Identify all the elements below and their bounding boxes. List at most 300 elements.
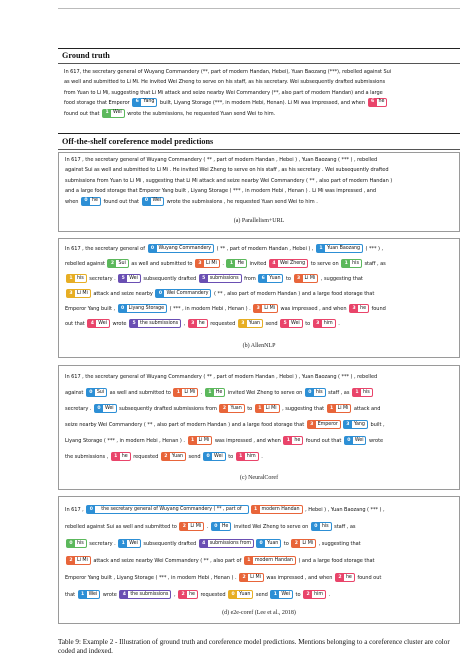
text-run: built ,	[368, 422, 385, 428]
cluster-index: 0	[306, 389, 314, 396]
mention-text: Yuan Baozang	[326, 246, 360, 251]
panel-text	[64, 67, 454, 119]
text-run: In 617 , the secretary general of	[65, 246, 147, 252]
mention-text: he	[345, 575, 352, 580]
mention-tag	[81, 197, 101, 206]
mention-tag	[255, 404, 280, 413]
mention-text: Li Mi	[304, 276, 316, 281]
text-line	[65, 287, 453, 302]
cluster-index: 0	[345, 437, 353, 444]
mention-tag	[256, 539, 281, 548]
mention-text: his	[77, 276, 84, 281]
mention-tag	[270, 590, 293, 599]
text-run: and a large food storage that Emperor Yang built , Liyang Storage ( *** , in modern Hebi , Henan ) . Li Mi was impressed , and	[65, 188, 377, 195]
cluster-index: 0	[204, 453, 212, 460]
mention-tag	[102, 109, 125, 118]
mention-text: he	[121, 453, 128, 459]
mention-tag	[188, 436, 213, 445]
mention-tag	[341, 259, 362, 268]
mention-tag	[219, 404, 244, 413]
mention-tag	[203, 452, 226, 461]
mention-text: modern Handan	[254, 558, 293, 563]
text-line	[65, 272, 453, 287]
mention-text: him	[314, 592, 323, 597]
text-run: food storage that Emperor	[64, 100, 132, 107]
text-run: subsequently drafted submissions from	[117, 406, 219, 412]
mention-tag	[335, 573, 355, 582]
mention-text: He	[215, 389, 223, 395]
cluster-index: 1	[174, 389, 182, 396]
mention-tag	[178, 590, 198, 599]
cluster-index: 1	[227, 260, 235, 267]
mention-text: Li Mi	[337, 405, 349, 411]
text-run: staff , as	[326, 390, 351, 396]
mention-text: Li Mi	[206, 261, 217, 266]
mention-text: Li Mi	[77, 558, 88, 563]
text-line	[65, 570, 453, 587]
text-line	[64, 88, 454, 98]
cluster-index: 0	[67, 540, 75, 547]
mention-text: him	[323, 321, 333, 326]
cluster-index: 4	[120, 591, 128, 598]
text-run: to	[293, 592, 303, 598]
cluster-index: 0	[312, 523, 320, 530]
cluster-index: 2	[162, 453, 170, 460]
mention-text: Wei	[152, 197, 162, 203]
cluster-index: 0	[149, 245, 157, 252]
text-line	[65, 155, 453, 165]
cluster-index: 0	[229, 591, 237, 598]
mention-tag	[86, 505, 248, 514]
mention-text: Wei	[113, 109, 122, 115]
text-line	[65, 165, 453, 175]
predictions-heading: Off-the-shelf coreference model predictions	[62, 137, 214, 146]
text-run: attack and seize nearby	[91, 291, 155, 297]
mention-tag	[280, 319, 303, 328]
cluster-index: 6	[369, 99, 377, 106]
mention-text: he	[294, 437, 301, 443]
mention-tag	[118, 539, 141, 548]
text-run: ( *** , in modern Hebi , Henan ) .	[168, 306, 253, 312]
mention-tag	[119, 590, 171, 599]
mention-tag	[251, 505, 303, 514]
text-run: , Hebei ) , Yuan Baozang ( *** ) ,	[303, 507, 385, 513]
cluster-index: 0	[87, 506, 95, 513]
mention-text: submissions	[209, 276, 239, 281]
text-run: subsequently drafted	[141, 541, 198, 547]
mention-text: Wei	[214, 453, 223, 459]
cluster-index: 6	[259, 275, 267, 282]
cluster-index: 2	[67, 557, 75, 564]
cluster-index: 1	[271, 591, 279, 598]
predictions-top-rule	[58, 133, 460, 134]
cluster-index: 1	[342, 260, 350, 267]
text-run: to	[282, 541, 291, 547]
cluster-index: 5	[119, 275, 127, 282]
text-run: .	[326, 592, 331, 598]
text-run: ) and a large food storage that	[296, 558, 375, 564]
text-run: against Sui as well and submitted to Li Mi . He invited Wei Zheng to serve on his staff , as his secretary . Wei subsequently drafted	[65, 167, 389, 174]
mention-tag	[258, 274, 283, 283]
text-run: was impressed , and when	[264, 575, 334, 581]
text-run: send	[254, 592, 270, 598]
ground-truth-top-rule	[58, 48, 460, 49]
cluster-index: 4	[200, 540, 208, 547]
cluster-index: 3	[67, 290, 75, 297]
text-run: wrote	[367, 438, 384, 444]
cluster-index: 1	[284, 437, 292, 444]
text-run: staff , as	[362, 261, 386, 267]
text-run: ( ** , part of modern Handan , Hebei ) ,	[215, 246, 315, 252]
cluster-index: 6	[133, 99, 141, 106]
mention-text: Sui	[118, 261, 126, 266]
mention-tag	[87, 319, 110, 328]
mention-tag	[195, 259, 220, 268]
mention-tag	[155, 289, 211, 298]
cluster-index: 2	[304, 591, 312, 598]
text-run: requested	[198, 592, 228, 598]
mention-tag	[352, 388, 373, 397]
mention-tag	[66, 539, 87, 548]
mention-tag	[179, 522, 204, 531]
text-run: to	[245, 406, 254, 412]
mention-text: submissions from	[209, 541, 252, 546]
cluster-index: 1	[256, 405, 264, 412]
mention-tag	[305, 388, 326, 397]
mention-text: Liyang Storage	[128, 306, 165, 311]
panel-text	[65, 369, 453, 465]
text-line	[65, 257, 453, 272]
mention-text: Wei	[98, 321, 107, 326]
cluster-index: 3	[295, 275, 303, 282]
cluster-index: 2	[220, 405, 228, 412]
text-line	[65, 553, 453, 570]
mention-text: Yuan	[267, 541, 279, 546]
cluster-index: 5	[200, 275, 208, 282]
cluster-index: 1	[67, 275, 75, 282]
mention-text: modern Handan	[261, 507, 300, 512]
mention-tag	[188, 319, 208, 328]
cluster-index: 3	[254, 305, 262, 312]
cluster-index: 1	[245, 557, 253, 564]
cluster-index: 5	[130, 320, 138, 327]
mention-text: the submissions	[140, 321, 179, 326]
text-run: In 617 , the secretary general of Wuyang Commandery ( ** , part of modern Handan , Hebei ) , Yuan Baozang ( *** ) , rebelled	[65, 374, 378, 380]
mention-tag	[239, 573, 264, 582]
mention-tag	[118, 304, 167, 313]
mention-tag	[343, 420, 368, 429]
cluster-index: 3	[344, 421, 352, 428]
mention-tag	[211, 522, 231, 531]
mention-tag	[86, 388, 107, 397]
mention-text: Wei	[291, 321, 300, 326]
mention-tag	[316, 244, 363, 253]
mention-tag	[161, 452, 186, 461]
mention-text: his	[77, 541, 84, 546]
cluster-index: 1	[112, 453, 120, 460]
text-run: wrote	[101, 592, 119, 598]
mention-text: the secretary general of Wuyang Commandery ( ** , part of	[101, 507, 242, 512]
text-line	[65, 502, 453, 519]
cluster-index: 1	[237, 453, 245, 460]
mention-text: Yuan	[248, 321, 260, 326]
mention-text: Wei	[104, 405, 114, 411]
cluster-index: 0	[257, 540, 265, 547]
mention-text: Li Mi	[77, 291, 88, 296]
text-run: as well and submitted to	[129, 261, 194, 267]
mention-tag	[111, 452, 131, 461]
text-line	[65, 369, 453, 385]
text-line	[65, 536, 453, 553]
cluster-index: 2	[292, 540, 300, 547]
cluster-index: 3	[314, 320, 322, 327]
allennlp-panel	[58, 238, 460, 358]
text-run: to serve on	[309, 261, 341, 267]
text-run: was impressed , and when	[213, 438, 283, 444]
cluster-index: 4	[88, 320, 96, 327]
mention-tag	[283, 436, 303, 445]
ground-truth-panel	[58, 66, 460, 128]
mention-text: Li Mi	[302, 541, 314, 546]
text-run: against	[65, 390, 85, 396]
text-run: wrote the submissions , he requested Yuan send Wei to him .	[165, 198, 318, 205]
text-run: .	[205, 524, 210, 530]
panel-text	[65, 155, 453, 207]
mention-tag	[148, 244, 215, 253]
text-run: send	[187, 454, 203, 460]
mention-text: Emperor	[317, 421, 338, 427]
text-line	[64, 77, 454, 87]
mention-tag	[107, 259, 128, 268]
mention-text: Wei	[88, 592, 98, 597]
neuralcoref-panel	[58, 365, 460, 490]
text-run: invited Wei Zheng to serve on	[226, 390, 304, 396]
text-run: , suggesting that	[317, 541, 361, 547]
mention-tag	[244, 556, 296, 565]
cluster-index: 0	[143, 198, 151, 205]
text-run: was impressed , and when	[279, 306, 349, 312]
mention-tag	[228, 590, 253, 599]
cluster-index: 1	[252, 506, 260, 513]
text-line	[65, 401, 453, 417]
mention-tag	[199, 539, 254, 548]
text-line	[64, 109, 454, 119]
panel-text	[65, 242, 453, 332]
text-run: Liyang Storage ( *** , in modern Hebi , Henan ) .	[65, 438, 187, 444]
mention-text: Yuan	[230, 405, 242, 411]
text-line	[65, 317, 453, 332]
mention-tag	[327, 404, 352, 413]
cluster-index: 0	[156, 290, 164, 297]
text-run: In 617 , the secretary general of Wuyang Commandery ( ** , part of modern Handan , Hebei ) , Yuan Baozang ( *** ) , rebelled	[65, 157, 378, 163]
mention-text: his	[315, 389, 323, 395]
text-run: requested	[131, 454, 160, 460]
text-line	[64, 67, 454, 77]
mention-tag	[78, 590, 101, 599]
mention-tag	[132, 98, 157, 107]
mention-tag	[303, 590, 326, 599]
panel-caption: (c) NeuralCoref	[239, 475, 279, 481]
cluster-index: 0	[87, 389, 95, 396]
mention-text: Wei Commandery	[166, 291, 209, 296]
text-line	[65, 302, 453, 317]
mention-text: He	[221, 524, 229, 529]
mention-text: his	[321, 524, 329, 529]
text-run: subsequently drafted	[141, 276, 198, 282]
text-run: Emperor Yang built , Liyang Storage ( *** , in modern Hebi , Henan ) .	[65, 575, 239, 581]
cluster-index: 1	[103, 110, 111, 117]
text-run: wrote the submissions, he requested Yuan send Wei to him.	[125, 110, 276, 117]
mention-tag	[344, 436, 367, 445]
text-run: attack and seize nearby Wei Commandery ( ** , also part of	[91, 558, 243, 564]
text-run: In 617 ,	[65, 507, 86, 513]
mention-tag	[66, 556, 91, 565]
cluster-index: 0	[82, 198, 90, 205]
mention-tag	[269, 259, 308, 268]
text-run: found out that	[304, 438, 343, 444]
mention-text: Yuan	[171, 453, 183, 459]
mention-tag	[368, 98, 388, 107]
mention-text: him	[246, 453, 256, 459]
text-run: rebelled against Sui as well and submitted to	[65, 524, 179, 530]
panel-text	[65, 502, 453, 604]
text-run: as well and submitted to Li Mi. He invited Wei Zheng to serve on his staff, as his secretary. Wei subsequently drafted submissions	[64, 79, 386, 86]
text-run: .	[199, 390, 204, 396]
text-run: requested	[208, 321, 237, 327]
mention-text: the submissions	[130, 592, 169, 597]
text-run: invited	[247, 261, 268, 267]
ground-truth-heading: Ground truth	[62, 51, 110, 60]
text-run: to	[226, 454, 235, 460]
mention-text: Yuan	[269, 276, 281, 281]
cluster-index: 0	[95, 405, 103, 412]
mention-tag	[118, 274, 141, 283]
mention-text: Wei	[129, 541, 138, 546]
text-run: , suggesting that	[319, 276, 363, 282]
text-run: to	[303, 321, 312, 327]
text-run: secretary .	[65, 406, 93, 412]
text-run: secretary .	[87, 541, 118, 547]
text-line	[65, 176, 453, 186]
cluster-index: 3	[350, 305, 358, 312]
mention-text: he	[198, 321, 205, 326]
mention-tag	[66, 289, 91, 298]
text-run: .	[336, 321, 340, 327]
mention-text: Wei Zheng	[279, 261, 306, 266]
text-run: ( *** ) ,	[363, 246, 384, 252]
mention-text: he	[189, 592, 195, 597]
mention-tag	[199, 274, 242, 283]
panel-caption: (b) AllenNLP	[242, 343, 276, 349]
cluster-index: 3	[196, 260, 204, 267]
mention-tag	[129, 319, 181, 328]
mention-text: Yang	[353, 421, 365, 427]
mention-text: his	[352, 261, 359, 266]
text-line	[65, 433, 453, 449]
text-run: built, Liyang Storage (***, in modern Hebi, Henan). Li Mi was impressed, and when	[158, 100, 367, 107]
cluster-index: 1	[189, 437, 197, 444]
mention-tag	[173, 388, 198, 397]
panel-caption: (d) e2e-coref (Lee et al., 2018)	[222, 610, 296, 616]
mention-text: he	[360, 306, 366, 311]
text-run: ( ** , also part of modern Handan ) and a large food storage that	[212, 291, 375, 297]
cluster-index: 2	[179, 591, 187, 598]
mention-tag	[291, 539, 316, 548]
mention-text: his	[362, 389, 370, 395]
mention-text: Li Mi	[264, 306, 275, 311]
mention-text: he	[91, 197, 98, 203]
text-run: wrote	[110, 321, 129, 327]
cluster-index: 2	[108, 260, 116, 267]
cluster-index: 2	[240, 574, 248, 581]
cluster-index: 4	[270, 260, 278, 267]
text-run: , suggesting that	[280, 406, 326, 412]
cluster-index: 0	[212, 523, 220, 530]
text-run: staff , as	[332, 524, 356, 530]
mention-tag	[311, 522, 332, 531]
cluster-index: 2	[180, 523, 188, 530]
mention-tag	[236, 452, 259, 461]
mention-text: Li Mi	[265, 405, 277, 411]
text-line	[65, 587, 453, 604]
mention-text: He	[237, 261, 244, 266]
text-run: found out	[355, 575, 382, 581]
top-rule	[58, 8, 460, 9]
mention-text: Li Mi	[190, 524, 202, 529]
text-run: found out that	[64, 110, 102, 117]
mention-tag	[253, 304, 278, 313]
mention-tag	[238, 319, 263, 328]
mention-text: Li Mi	[184, 389, 196, 395]
mention-text: Yang	[143, 99, 155, 105]
text-run: attack and	[352, 406, 381, 412]
text-run: .	[259, 454, 263, 460]
text-run: In 617, the secretary general of Wuyang Commandery (**, part of modern Handan, Hebei), Yuan Baozang (***), rebelled against Sui	[64, 69, 392, 75]
text-run: out that	[65, 321, 87, 327]
cluster-index: 0	[119, 305, 127, 312]
cluster-index: 1	[328, 405, 336, 412]
mention-text: Li Mi	[198, 437, 210, 443]
cluster-index: 1	[79, 591, 87, 598]
mention-tag	[66, 274, 87, 283]
text-run: from Yuan to Li Mi, suggesting that Li Mi attack and seize nearby Wei Commandery (**, also part of modern Handan) and a large	[64, 89, 383, 96]
text-line	[65, 519, 453, 536]
text-line	[65, 197, 453, 207]
mention-text: he	[378, 99, 385, 105]
text-run: when	[65, 198, 80, 205]
text-line	[65, 242, 453, 257]
cluster-index: 3	[308, 421, 316, 428]
cluster-index: 1	[119, 540, 127, 547]
parallelism-url-panel	[58, 152, 460, 232]
mention-text: Wei	[281, 592, 290, 597]
text-run: submissions from Yuan to Li Mi , suggesting that Li Mi attack and seize nearby Wei Commandery ( ** , also part of modern Handan )	[65, 177, 393, 184]
text-line	[65, 417, 453, 433]
cluster-index: 1	[317, 245, 325, 252]
cluster-index: 2	[336, 574, 344, 581]
mention-text: Wuyang Commandery	[158, 246, 212, 251]
text-run: rebelled against	[65, 261, 107, 267]
text-run: that	[65, 592, 77, 598]
mention-text: Yuan	[239, 592, 251, 597]
mention-tag	[294, 274, 319, 283]
text-run: found out that	[101, 198, 141, 205]
text-run: seize nearby Wei Commandery ( ** , also part of modern Handan ) and a large food storage that	[65, 422, 306, 428]
mention-tag	[142, 197, 165, 206]
text-run: .	[220, 261, 226, 267]
text-line	[65, 186, 453, 196]
text-line	[65, 449, 453, 465]
